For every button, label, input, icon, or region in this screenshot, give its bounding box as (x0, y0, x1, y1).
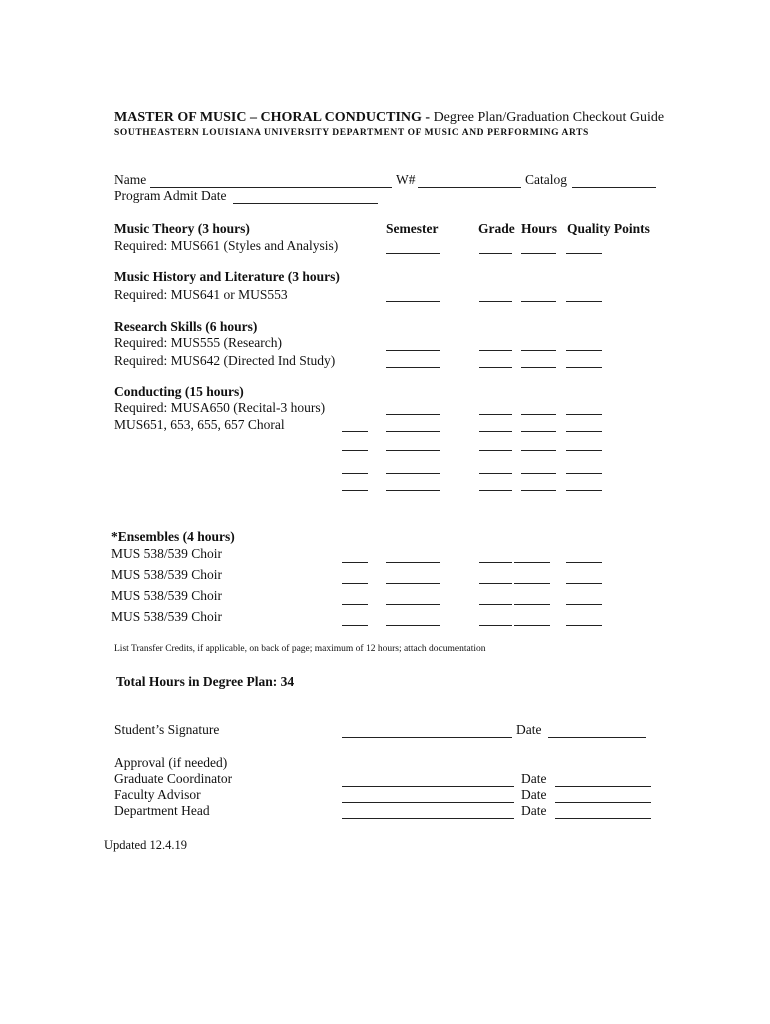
ensemble-row-label: MUS 538/539 Choir (111, 567, 223, 582)
hours-field[interactable] (514, 604, 550, 605)
quality-points-field[interactable] (566, 350, 602, 351)
grade-field[interactable] (479, 562, 512, 563)
semester-column-header: Semester (386, 221, 439, 236)
admit-date-field[interactable] (233, 203, 378, 204)
grade-field[interactable] (479, 301, 512, 302)
grade-field[interactable] (479, 473, 512, 474)
department-head-signature-field[interactable] (342, 818, 514, 819)
conducting-heading: Conducting (15 hours) (114, 384, 244, 399)
title-bold: MASTER OF MUSIC – CHORAL CONDUCTING - (114, 110, 431, 125)
semester-field[interactable] (386, 583, 440, 584)
conducting-requirement-2: MUS651, 653, 655, 657 Choral (114, 417, 285, 432)
hours-field[interactable] (521, 301, 556, 302)
grade-field[interactable] (479, 450, 512, 451)
hours-field[interactable] (514, 625, 550, 626)
semester-field[interactable] (386, 625, 440, 626)
grade-field[interactable] (479, 367, 512, 368)
semester-field[interactable] (386, 253, 440, 254)
title-rest: Degree Plan/Graduation Checkout Guide (430, 110, 665, 125)
student-signature-field[interactable] (342, 737, 512, 738)
coordinator-date-label: Date (521, 771, 547, 786)
student-date-field[interactable] (548, 737, 646, 738)
quality-points-field[interactable] (566, 367, 602, 368)
semester-field[interactable] (386, 450, 440, 451)
history-requirement: Required: MUS641 or MUS553 (114, 287, 288, 302)
quality-points-field[interactable] (566, 414, 602, 415)
hours-column-header: Hours (521, 221, 558, 236)
research-requirement-2: Required: MUS642 (Directed Ind Study) (114, 353, 336, 368)
grade-column-header: Grade (478, 221, 515, 236)
advisor-signature-field[interactable] (342, 802, 514, 803)
transfer-credits-note: List Transfer Credits, if applicable, on back of page; maximum of 12 hours; attach documentation (114, 644, 486, 654)
quality-points-column-header: Quality Points (567, 221, 650, 236)
grade-field[interactable] (479, 253, 512, 254)
semester-field[interactable] (386, 350, 440, 351)
hours-field[interactable] (521, 431, 556, 432)
advisor-date-label: Date (521, 787, 547, 802)
course-number-field[interactable] (342, 450, 368, 451)
quality-points-field[interactable] (566, 583, 602, 584)
grade-field[interactable] (479, 604, 512, 605)
course-number-field[interactable] (342, 583, 368, 584)
quality-points-field[interactable] (566, 253, 602, 254)
hours-field[interactable] (521, 350, 556, 351)
theory-requirement: Required: MUS661 (Styles and Analysis) (114, 238, 339, 253)
admit-date-label: Program Admit Date (114, 188, 227, 203)
semester-field[interactable] (386, 473, 440, 474)
student-date-label: Date (516, 722, 542, 737)
grade-field[interactable] (479, 350, 512, 351)
course-number-field[interactable] (342, 473, 368, 474)
semester-field[interactable] (386, 367, 440, 368)
ensemble-row-label: MUS 538/539 Choir (111, 588, 223, 603)
semester-field[interactable] (386, 414, 440, 415)
course-number-field[interactable] (342, 562, 368, 563)
coordinator-label: Graduate Coordinator (114, 771, 233, 786)
department-head-label: Department Head (114, 803, 210, 818)
course-number-field[interactable] (342, 431, 368, 432)
w-number-field[interactable] (418, 187, 521, 188)
course-number-field[interactable] (342, 604, 368, 605)
w-number-label: W# (396, 172, 416, 187)
name-label: Name (114, 172, 147, 187)
catalog-field[interactable] (572, 187, 656, 188)
quality-points-field[interactable] (566, 473, 602, 474)
semester-field[interactable] (386, 604, 440, 605)
ensemble-row-label: MUS 538/539 Choir (111, 609, 223, 624)
department-head-date-field[interactable] (555, 818, 651, 819)
grade-field[interactable] (479, 490, 512, 491)
grade-field[interactable] (479, 583, 512, 584)
quality-points-field[interactable] (566, 301, 602, 302)
document-title (114, 110, 664, 126)
hours-field[interactable] (521, 367, 556, 368)
advisor-date-field[interactable] (555, 802, 651, 803)
ensembles-heading: *Ensembles (4 hours) (111, 529, 235, 544)
hours-field[interactable] (521, 253, 556, 254)
hours-field[interactable] (521, 450, 556, 451)
grade-field[interactable] (479, 414, 512, 415)
theory-heading: Music Theory (3 hours) (114, 221, 250, 236)
quality-points-field[interactable] (566, 562, 602, 563)
semester-field[interactable] (386, 431, 440, 432)
quality-points-field[interactable] (566, 604, 602, 605)
university-subtitle: SOUTHEASTERN LOUISIANA UNIVERSITY DEPARTMENT OF MUSIC AND PERFORMING ARTS (114, 128, 589, 138)
history-heading: Music History and Literature (3 hours) (114, 269, 340, 284)
quality-points-field[interactable] (566, 625, 602, 626)
total-hours: Total Hours in Degree Plan: 34 (116, 674, 295, 689)
hours-field[interactable] (514, 583, 550, 584)
grade-field[interactable] (479, 625, 512, 626)
hours-field[interactable] (514, 562, 550, 563)
quality-points-field[interactable] (566, 490, 602, 491)
research-heading: Research Skills (6 hours) (114, 319, 258, 334)
semester-field[interactable] (386, 562, 440, 563)
semester-field[interactable] (386, 490, 440, 491)
student-signature-label: Student’s Signature (114, 722, 220, 737)
updated-date: Updated 12.4.19 (104, 838, 187, 852)
research-requirement-1: Required: MUS555 (Research) (114, 335, 282, 350)
quality-points-field[interactable] (566, 431, 602, 432)
hours-field[interactable] (521, 473, 556, 474)
advisor-label: Faculty Advisor (114, 787, 201, 802)
course-number-field[interactable] (342, 490, 368, 491)
grade-field[interactable] (479, 431, 512, 432)
catalog-label: Catalog (525, 172, 567, 187)
coordinator-signature-field[interactable] (342, 786, 514, 787)
conducting-requirement-1: Required: MUSA650 (Recital-3 hours) (114, 400, 326, 415)
department-head-date-label: Date (521, 803, 547, 818)
ensemble-row-label: MUS 538/539 Choir (111, 546, 223, 561)
quality-points-field[interactable] (566, 450, 602, 451)
coordinator-date-field[interactable] (555, 786, 651, 787)
hours-field[interactable] (521, 414, 556, 415)
approval-label: Approval (if needed) (114, 755, 228, 770)
course-number-field[interactable] (342, 625, 368, 626)
hours-field[interactable] (521, 490, 556, 491)
semester-field[interactable] (386, 301, 440, 302)
